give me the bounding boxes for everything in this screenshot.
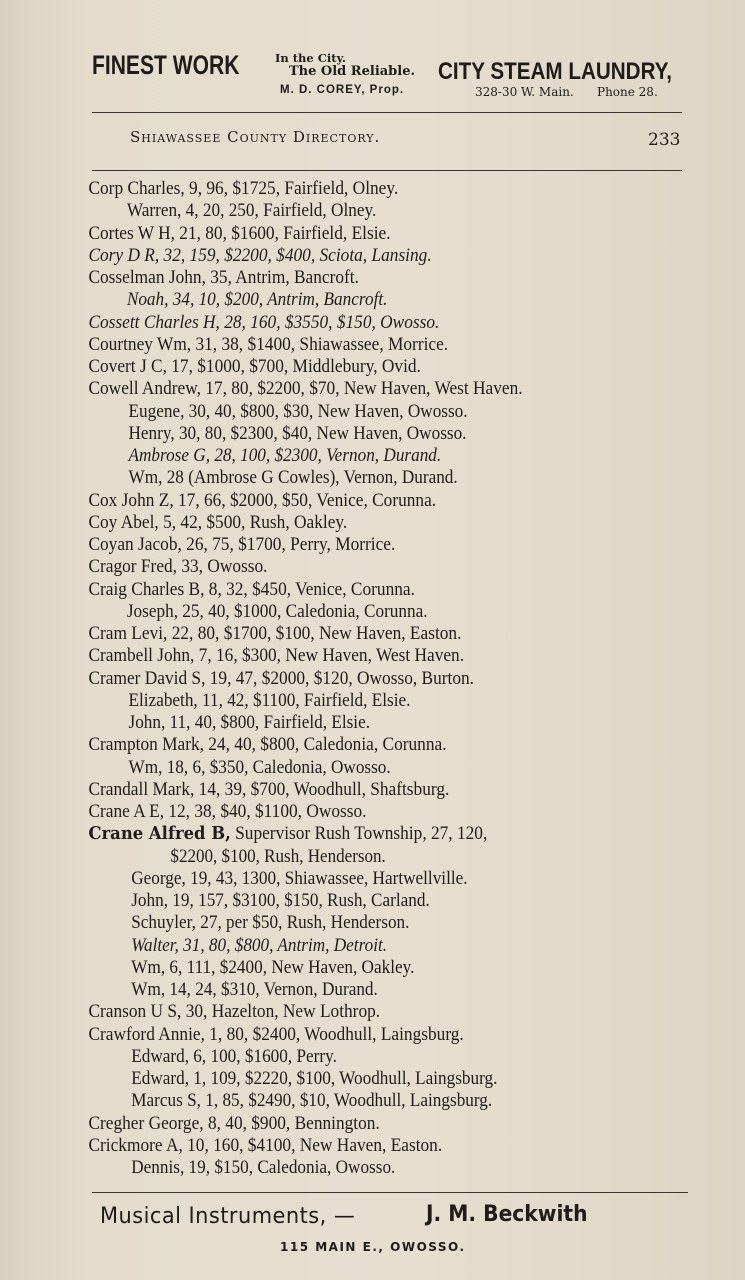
ad-business-name: CITY STEAM LAUNDRY, [438, 58, 672, 85]
directory-entry [0, 200, 675, 222]
directory-entry [0, 1068, 674, 1090]
directory-entry [0, 467, 674, 489]
bottom-ad-address: 115 MAIN E., OWOSSO. [280, 1240, 466, 1254]
directory-entry [0, 579, 679, 601]
entry-text: Crane A E, 12, 38, $40, $1100, Owosso. [88, 801, 367, 822]
directory-entry [0, 868, 674, 890]
entry-text: Noah, 34, 10, $200, Antrim, Bancroft. [126, 289, 388, 311]
top-rule [92, 112, 682, 113]
ad-tagline-1: In the City. [275, 51, 346, 65]
header-rule [92, 170, 682, 171]
directory-entry [0, 979, 674, 1001]
entry-text: Corp Charles, 9, 96, $1725, Fairfield, Olney. [88, 178, 399, 199]
directory-entry [0, 378, 679, 400]
directory-entry [0, 1046, 674, 1068]
ad-tagline-2: The Old Reliable. [289, 64, 416, 79]
directory-entry [0, 912, 674, 934]
entry-text: Wm, 14, 24, $310, Vernon, Durand. [131, 979, 378, 1000]
directory-entry [0, 223, 679, 245]
ad-phone: Phone 28. [597, 85, 658, 99]
directory-entry [0, 1157, 674, 1179]
entry-text: Supervisor Rush Township, 27, 120, [230, 823, 488, 845]
directory-entry [0, 245, 679, 267]
entry-text: Crampton Mark, 24, 40, $800, Caledonia, Corunna. [88, 734, 447, 756]
directory-entry [0, 1024, 679, 1046]
entry-text: Cox John Z, 17, 66, $2000, $50, Venice, Corunna. [88, 489, 437, 511]
top-advertisement [92, 48, 692, 106]
entry-text: Crandall Mark, 14, 39, $700, Woodhull, Shaftsburg. [88, 778, 450, 800]
directory-entry [0, 534, 679, 556]
entry-text: Eugene, 30, 40, $800, $30, New Haven, Owosso. [128, 400, 468, 422]
directory-entry [0, 334, 679, 356]
entry-text: Cortes W H, 21, 80, $1600, Fairfield, Elsie. [88, 222, 391, 244]
directory-entry [0, 712, 674, 734]
entry-text: Crawford Annie, 1, 80, $2400, Woodhull, Laingsburg. [88, 1023, 464, 1045]
ad-headline: FINEST WORK [92, 50, 240, 80]
directory-entry [0, 601, 675, 623]
directory-entry [0, 645, 679, 667]
directory-entry [0, 846, 668, 868]
entry-text: George, 19, 43, 1300, Shiawassee, Hartwellville. [131, 867, 468, 889]
entry-text: John, 19, 157, $3100, $150, Rush, Carland. [131, 890, 430, 911]
entry-text: Marcus S, 1, 85, $2490, $10, Woodhull, Laingsburg. [131, 1090, 493, 1112]
entry-text: Covert J C, 17, $1000, $700, Middlebury, Ovid. [88, 356, 421, 377]
ad-proprietor: M. D. COREY, Prop. [280, 84, 405, 96]
entry-text: Cosselman John, 35, Antrim, Bancroft. [88, 267, 359, 288]
entry-text: Cory D R, 32, 159, $2200, $400, Sciota, Lansing. [88, 244, 432, 266]
entry-text: Crickmore A, 10, 160, $4100, New Haven, Easton. [88, 1134, 443, 1156]
entry-text: Cowell Andrew, 17, 80, $2200, $70, New Haven, West Haven. [88, 378, 523, 400]
directory-entry [0, 267, 679, 289]
entry-text: Dennis, 19, $150, Caledonia, Owosso. [131, 1157, 396, 1178]
entry-text: Edward, 6, 100, $1600, Perry. [131, 1045, 337, 1067]
entry-text: Schuyler, 27, per $50, Rush, Henderson. [131, 912, 410, 934]
entry-text: Cram Levi, 22, 80, $1700, $100, New Haven, Easton. [88, 623, 462, 644]
entry-text: Craig Charles B, 8, 32, $450, Venice, Corunna. [88, 578, 415, 600]
entry-text: Cossett Charles H, 28, 160, $3550, $150, Owosso. [88, 311, 440, 333]
directory-entry [0, 1090, 674, 1112]
entry-text: Cragor Fred, 33, Owosso. [88, 556, 268, 578]
entry-text: Courtney Wm, 31, 38, $1400, Shiawassee, Morrice. [88, 333, 449, 355]
entry-name: Crane Alfred B, [88, 823, 231, 845]
directory-entry [0, 935, 674, 957]
entry-text: Crambell John, 7, 16, $300, New Haven, West Haven. [88, 645, 465, 667]
directory-entry [0, 1135, 679, 1157]
directory-entries [0, 178, 745, 1179]
directory-entry [0, 757, 674, 779]
directory-entry [0, 890, 674, 912]
entry-text: Cregher George, 8, 40, $900, Bennington. [88, 1112, 380, 1134]
directory-entry [0, 957, 674, 979]
directory-entry [0, 401, 674, 423]
entry-text: Edward, 1, 109, $2220, $100, Woodhull, Laingsburg. [131, 1068, 498, 1089]
directory-entry [0, 779, 679, 801]
entry-text: Cranson U S, 30, Hazelton, New Lothrop. [88, 1001, 381, 1023]
directory-entry [0, 823, 679, 845]
directory-entry [0, 668, 679, 690]
entry-text: Walter, 31, 80, $800, Antrim, Detroit. [131, 934, 388, 956]
directory-entry [0, 734, 679, 756]
entry-text: Elizabeth, 11, 42, $1100, Fairfield, Elsie. [128, 689, 411, 711]
directory-entry [0, 556, 679, 578]
entry-text: Cramer David S, 19, 47, $2000, $120, Owosso, Burton. [88, 667, 474, 689]
directory-entry [0, 1001, 679, 1023]
entry-text: Coy Abel, 5, 42, $500, Rush, Oakley. [88, 511, 348, 533]
entry-text: Ambrose G, 28, 100, $2300, Vernon, Durand. [128, 445, 442, 466]
directory-entry [0, 356, 679, 378]
page-number: 233 [648, 130, 681, 150]
directory-entry [0, 1113, 679, 1135]
entry-text: Wm, 28 (Ambrose G Cowles), Vernon, Durand. [128, 467, 458, 489]
directory-entry [0, 801, 679, 823]
directory-entry [0, 178, 679, 200]
directory-entry [0, 289, 675, 311]
ad-address: 328-30 W. Main. [475, 85, 574, 99]
directory-entry [0, 512, 679, 534]
entry-text: Joseph, 25, 40, $1000, Caledonia, Corunna. [126, 600, 428, 622]
entry-text: Coyan Jacob, 26, 75, $1700, Perry, Morrice. [88, 534, 396, 555]
entry-text: John, 11, 40, $800, Fairfield, Elsie. [128, 712, 371, 733]
bottom-ad-headline: Musical Instruments, — [100, 1204, 356, 1229]
directory-entry [0, 490, 679, 512]
directory-entry [0, 445, 674, 467]
entry-text: Wm, 6, 111, $2400, New Haven, Oakley. [131, 956, 415, 978]
entry-text: $2200, $100, Rush, Henderson. [170, 845, 386, 867]
bottom-rule [92, 1192, 688, 1193]
running-title: Shiawassee County Directory. [130, 128, 381, 146]
directory-entry [0, 690, 674, 712]
directory-entry [0, 312, 679, 334]
entry-text: Wm, 18, 6, $350, Caledonia, Owosso. [128, 756, 391, 778]
directory-entry [0, 423, 674, 445]
directory-entry [0, 623, 679, 645]
bottom-ad-advertiser: J. M. Beckwith [426, 1202, 588, 1227]
entry-text: Henry, 30, 80, $2300, $40, New Haven, Owosso. [128, 422, 467, 444]
entry-text: Warren, 4, 20, 250, Fairfield, Olney. [126, 200, 377, 222]
